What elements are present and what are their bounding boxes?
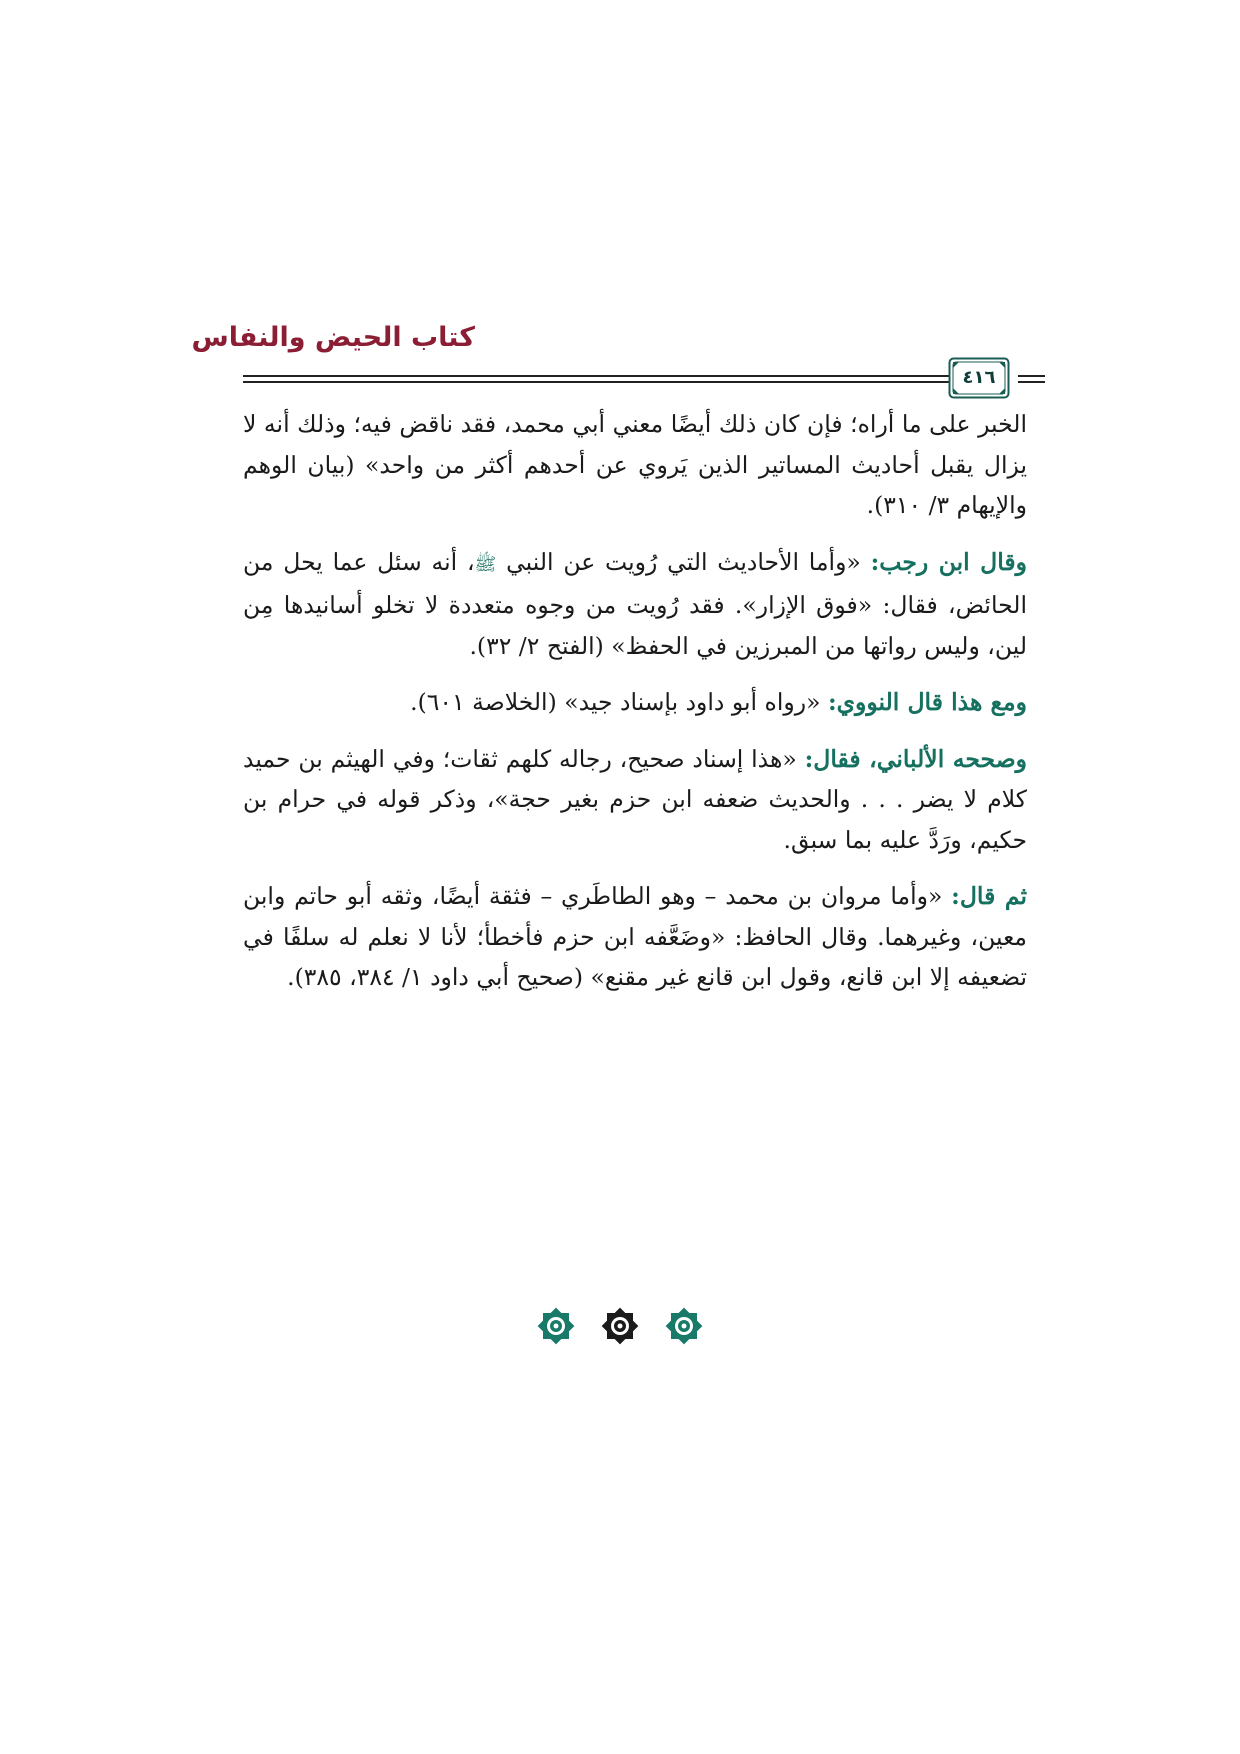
ornament-green-icon (663, 1305, 705, 1347)
paragraph-4 (243, 739, 1027, 861)
paragraph-1-text: الخبر على ما أراه؛ فإن كان ذلك أيضًا معني أبي محمد، فقد ناقض فيه؛ وذلك أنه لا يزال يقبل أحاديث المساتير الذين يَروي عن أحدهم أكثر من واحد» (بيان الوهم والإيهام ٣/ ٣١٠). (243, 410, 1027, 519)
page-body (243, 404, 1027, 1014)
speaker-nawawi: ومع هذا قال النووي: (827, 688, 1027, 716)
paragraph-5 (243, 876, 1027, 998)
paragraph-3 (243, 682, 1027, 723)
paragraph-1 (243, 404, 1027, 526)
page-number: ٤١٦ (962, 367, 996, 388)
paragraph-3-text: «رواه أبو داود بإسناد جيد» (الخلاصة ٦٠١). (410, 688, 828, 716)
section-end-ornaments (535, 1304, 705, 1348)
paragraph-2 (243, 542, 1027, 667)
header-rule-stub-bottom (1018, 381, 1045, 383)
paragraph-2-text-a: «وأما الأحاديث التي رُويت عن النبي (496, 547, 871, 576)
salawat-glyph: ﷺ (474, 553, 497, 575)
paragraph-2-text-b: ، أنه سئل عما يحل من الحائض، فقال: «فوق الإزار». فقد رُويت من وجوه متعددة لا تخلو أسانيدها مِن لين، وليس رواتها من المبرزين في الحفظ» (الفتح ٢/ ٣٢). (243, 547, 1027, 660)
header-rule-top (243, 375, 983, 377)
speaker-albani: وصححه الألباني، فقال: (804, 744, 1027, 773)
paragraph-5-text: «وأما مروان بن محمد – وهو الطاطَري – فثقة أيضًا، وثقه أبو حاتم وابن معين، وغيرهما. وقال الحافظ: «وضَعَّفه ابن حزم فأخطأ؛ لأنا لا نعلم له سلفًا في تضعيفه إلا ابن قانع، وقول ابن قانع غير مقنع» (صحيح أبي داود ١/ ٣٨٤، ٣٨٥). (243, 882, 1027, 991)
ornament-black-icon (599, 1305, 641, 1347)
header-rule-stub-top (1018, 375, 1045, 377)
speaker-then-said: ثم قال: (951, 882, 1027, 910)
paragraph-4-text: «هذا إسناد صحيح، رجاله كلهم ثقات؛ وفي الهيثم بن حميد كلام لا يضر . . . والحديث ضعفه ابن حزم بغير حجة»، وذكر قوله في حرام بن حكيم، ورَدَّ عليه بما سبق. (243, 744, 1027, 854)
speaker-ibn-rajab: وقال ابن رجب: (870, 547, 1027, 576)
book-title: كتاب الحيض والنفاس (191, 322, 475, 353)
header-rule-bottom (243, 381, 983, 383)
ornament-green-icon (535, 1305, 577, 1347)
